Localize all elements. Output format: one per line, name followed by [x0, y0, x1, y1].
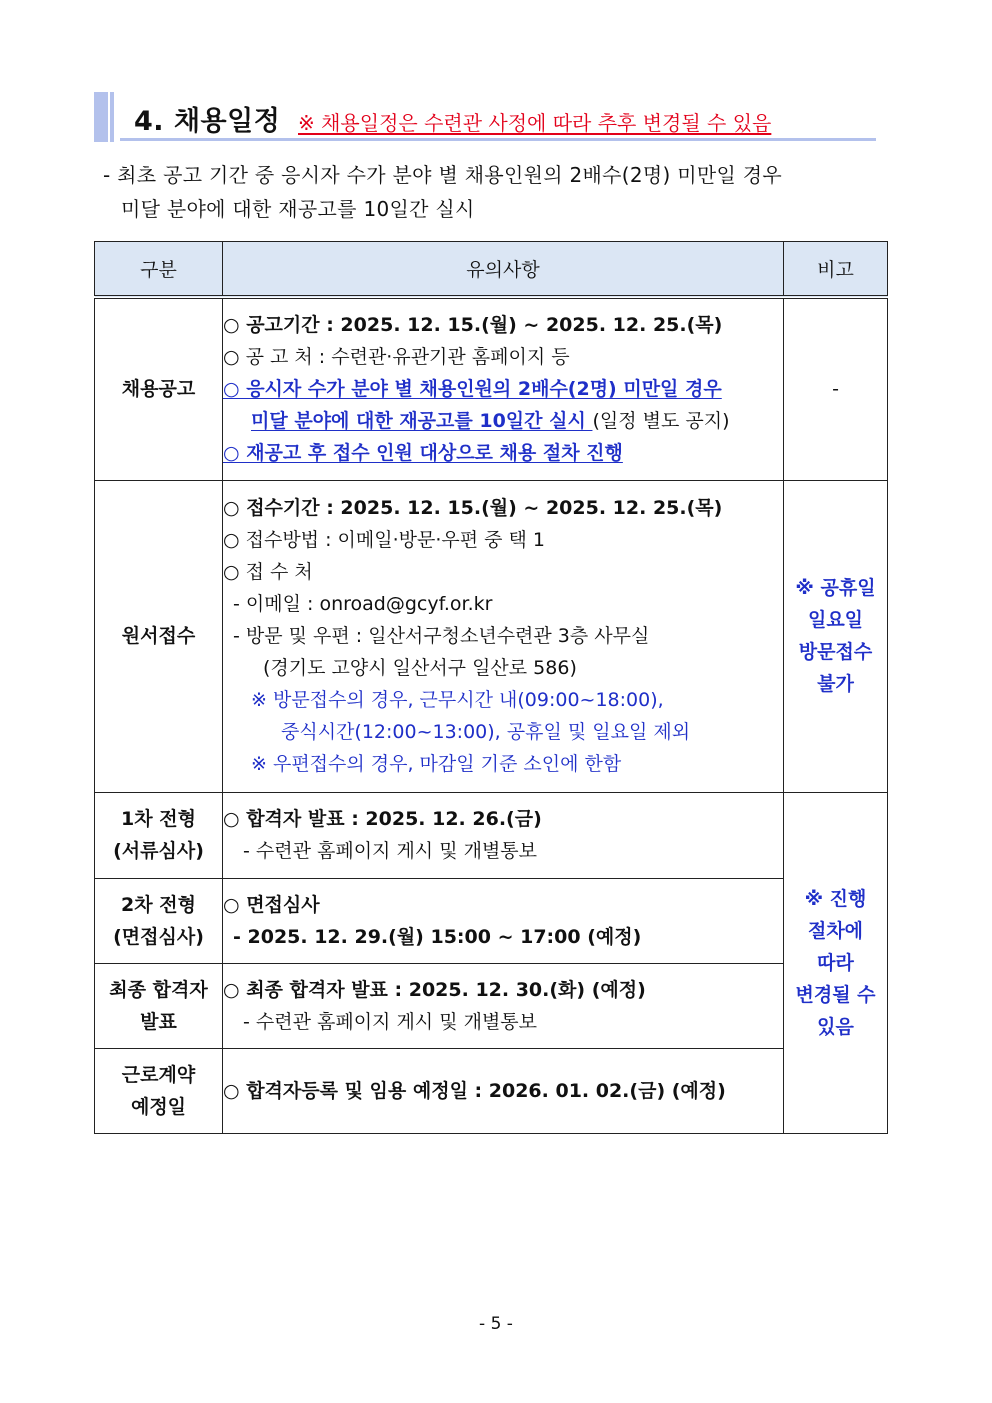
category-line: 최종 합격자: [109, 978, 208, 1001]
remark-line: 절차에: [807, 919, 864, 942]
content-line: ○ 응시자 수가 분야 별 채용인원의 2배수(2명) 미만일 경우: [223, 378, 722, 401]
content-line: ※ 방문접수의 경우, 근무시간 내(09:00~18:00),: [251, 689, 664, 711]
content-line: ○ 재공고 후 접수 인원 대상으로 채용 절차 진행: [223, 442, 623, 465]
heading-accent-bar: [94, 92, 108, 142]
shared-remark: [784, 792, 888, 1133]
row-content: [223, 1048, 784, 1133]
row-content: [223, 480, 784, 792]
content-line-suffix: (일정 별도 공지): [592, 410, 730, 433]
category-line: 근로계약: [121, 1063, 196, 1086]
schedule-change-note: ※ 채용일정은 수련관 사정에 따라 추후 변경될 수 있음: [298, 111, 772, 135]
content-line: [223, 405, 783, 437]
row-category: [95, 1048, 223, 1133]
row-content: [223, 963, 784, 1048]
content-line: 중식시간(12:00~13:00), 공휴일 및 일요일 제외: [281, 721, 691, 743]
section-heading: [94, 90, 876, 142]
remark-line: 방문접수: [798, 641, 873, 663]
category-line: 2차 전형: [121, 893, 196, 916]
content-line: ○ 접수기간 : 2025. 12. 15.(월) ~ 2025. 12. 25.(목): [223, 497, 723, 519]
content-line: ○ 공고기간 : 2025. 12. 15.(월) ~ 2025. 12. 25.(목): [223, 314, 723, 337]
content-line: ○ 최종 합격자 발표 : 2025. 12. 30.(화) (예정): [223, 978, 646, 1001]
category-line: (서류심사): [113, 840, 204, 862]
row-category: [95, 792, 223, 878]
content-line: ○ 접수방법 : 이메일‧방문‧우편 중 택 1: [223, 529, 545, 551]
row-content: [223, 792, 784, 878]
content-line: - 2025. 12. 29.(월) 15:00 ~ 17:00 (예정): [233, 925, 642, 948]
header-remarks: 비고: [784, 242, 888, 298]
remark-line: 불가: [817, 673, 854, 695]
content-line: - 수련관 홈페이지 게시 및 개별통보: [243, 840, 538, 862]
content-line: - 이메일 : onroad@gcyf.or.kr: [233, 593, 493, 615]
row-category: 채용공고: [95, 297, 223, 480]
intro-paragraph: [103, 158, 893, 226]
content-line: ○ 합격자 발표 : 2025. 12. 26.(금): [223, 808, 542, 830]
header-category: 구분: [95, 242, 223, 298]
remark-line: 변경될 수: [795, 983, 876, 1006]
content-line: ○ 접 수 처: [223, 561, 313, 583]
remark-line: 일요일: [807, 609, 864, 631]
remark-line: ※ 진행: [804, 887, 867, 910]
intro-line-1: - 최초 공고 기간 중 응시자 수가 분야 별 채용인원의 2배수(2명) 미만일 경우: [103, 163, 783, 187]
table-row: [95, 963, 888, 1048]
row-content: [223, 297, 784, 480]
table-header-row: [95, 242, 888, 298]
content-line: - 방문 및 우편 : 일산서구청소년수련관 3층 사무실: [233, 625, 650, 647]
table-row: [95, 1048, 888, 1133]
content-line-main: 미달 분야에 대한 재공고를 10일간 실시: [251, 410, 593, 433]
content-line: ※ 우편접수의 경우, 마감일 기준 소인에 한함: [251, 753, 622, 775]
intro-line-2: 미달 분야에 대한 재공고를 10일간 실시: [121, 197, 475, 221]
page-number: - 5 -: [479, 1314, 513, 1334]
remark-line: 있음: [817, 1015, 854, 1038]
content-line: ○ 공 고 처 : 수련관‧유관기관 홈페이지 등: [223, 346, 570, 369]
heading-underline: [120, 138, 876, 141]
category-line: 1차 전형: [121, 808, 196, 830]
content-line: (경기도 고양시 일산서구 일산로 586): [263, 657, 577, 679]
row-category: 원서접수: [95, 480, 223, 792]
row-remark: [784, 480, 888, 792]
section-title: 4. 채용일정: [134, 106, 281, 137]
content-line: ○ 합격자등록 및 임용 예정일 : 2026. 01. 02.(금) (예정): [223, 1079, 726, 1102]
row-remark: -: [784, 297, 888, 480]
table-row: [95, 792, 888, 878]
category-line: 발표: [140, 1010, 177, 1033]
remark-line: 따라: [817, 951, 854, 974]
header-notes: 유의사항: [223, 242, 784, 298]
row-category: [95, 963, 223, 1048]
table-row: [95, 878, 888, 963]
content-line: ○ 면접심사: [223, 893, 320, 916]
category-line: (면접심사): [113, 925, 204, 948]
table-row: [95, 297, 888, 480]
category-line: 예정일: [130, 1095, 187, 1118]
table-row: [95, 480, 888, 792]
row-category: [95, 878, 223, 963]
content-line: - 수련관 홈페이지 게시 및 개별통보: [243, 1010, 538, 1033]
heading-accent-bar-thin: [110, 92, 114, 142]
remark-line: ※ 공휴일: [795, 577, 876, 599]
row-content: [223, 878, 784, 963]
schedule-table: [94, 241, 888, 1134]
